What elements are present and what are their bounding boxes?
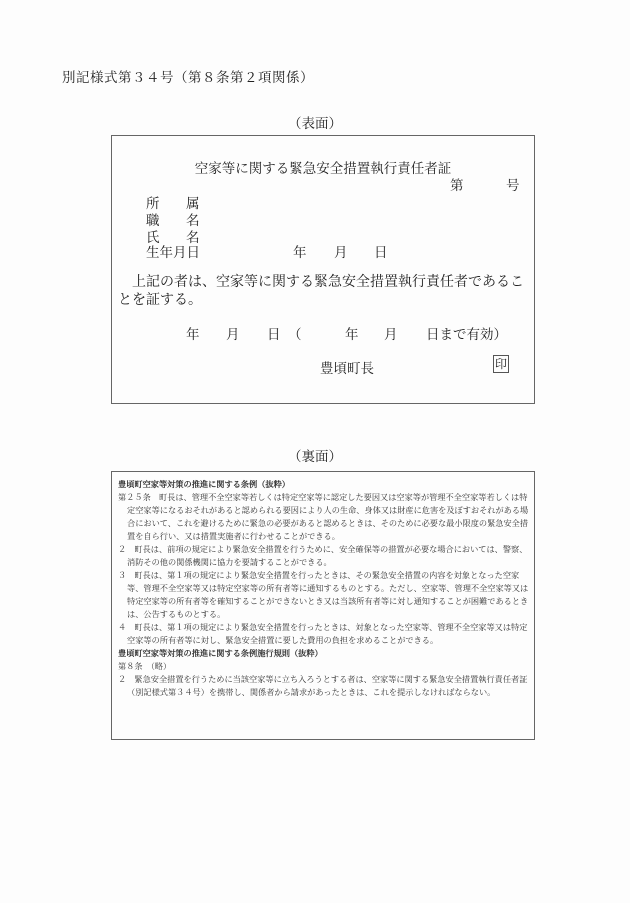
certificate-number-suffix: 号	[506, 178, 520, 194]
front-certificate-card	[111, 135, 535, 404]
birthdate-year-unit: 年	[293, 245, 307, 261]
paragraph-4-text: ４ 町長は、第１項の規定により緊急安全措置を行ったときは、対象となった空家等、管理不全空家等又は特定空家等の所有者等に対し、緊急安全措置に要した費用の負担を求めることができる。	[118, 622, 528, 645]
issue-year-unit: 年	[186, 327, 200, 343]
ordinance-title: 豊頃町空家等対策の推進に関する条例（抜粋）	[118, 479, 290, 489]
label-char: 氏	[146, 230, 160, 246]
label-char: 名	[186, 213, 200, 229]
label-char: 所	[146, 196, 160, 212]
article-8-paragraph-2-text: ２ 緊急安全措置を行うために当該空家等に立ち入ろうとする者は、空家等に関する緊急安全措置執行責任者証（別記様式第３４号）を携帯し、関係者から請求があったときは、これを提示しなければならない。	[118, 674, 528, 697]
birthdate-month-unit: 月	[334, 245, 348, 261]
article-25-text: 第２５条 町長は、管理不全空家等若しくは特定空家等に認定した要因又は空家等が管理不全空家等若しくは特定空家等になるおそれがあると認められる要因により人の生命、身体又は財産に危害を及ぼすおそれがある場合において、これを避けるために緊急の必要があると認めるときは、そのために必要な最小限度の緊急安全措置を自ら行い、又は措置実施者に行わせることができる。	[118, 492, 529, 541]
label-char: 職	[146, 213, 160, 229]
rules-title: 豊頃町空家等対策の推進に関する条例施行規則（抜粋）	[118, 648, 323, 658]
label-char: 名	[186, 230, 200, 246]
issuer-title: 豊頃町長	[320, 361, 374, 377]
seal-mark-icon: 印	[495, 357, 508, 371]
article-8-text: 第８条 （略）	[118, 661, 172, 671]
validity-until-text: 日まで有効）	[426, 327, 507, 343]
label-char: 属	[186, 196, 200, 212]
paragraph-3-text: ３ 町長は、第１項の規定により緊急安全措置を行ったときは、その緊急安全措置の内容を対象となった空家等、管理不全空家等又は特定空家等の所有者等に通知するものとする。ただし、空家等、管理不全空家等又は特定空家等の所有者等を確知することができないとき又は当該所有者等に対し通知することが困難であるときは、公告するものとする。	[118, 570, 529, 619]
issue-month-unit: 月	[226, 327, 240, 343]
paragraph-2-text: ２ 町長は、前項の規定により緊急安全措置を行うために、安全確保等の措置が必要な場合においては、警察、消防その他の関係機関に協力を要請することができる。	[118, 544, 528, 567]
front-side-caption: （表面）	[288, 116, 342, 132]
certificate-number-prefix: 第	[450, 178, 464, 194]
form-number-header: 別記様式第３４号（第８条第２項関係）	[62, 70, 314, 86]
back-text-body	[118, 478, 530, 699]
birthdate-day-unit: 日	[374, 245, 388, 261]
back-certificate-card	[111, 471, 535, 740]
field-birthdate-label: 生年月日	[146, 245, 200, 261]
certification-statement: 上記の者は、空家等に関する緊急安全措置執行責任者であることを証する。	[118, 274, 524, 308]
validity-open-paren: （	[288, 327, 302, 343]
validity-month-unit: 月	[384, 327, 398, 343]
validity-year-unit: 年	[345, 327, 359, 343]
issue-day-unit: 日	[267, 327, 281, 343]
back-side-caption: （裏面）	[288, 449, 342, 465]
certificate-title: 空家等に関する緊急安全措置執行責任者証	[194, 161, 452, 177]
